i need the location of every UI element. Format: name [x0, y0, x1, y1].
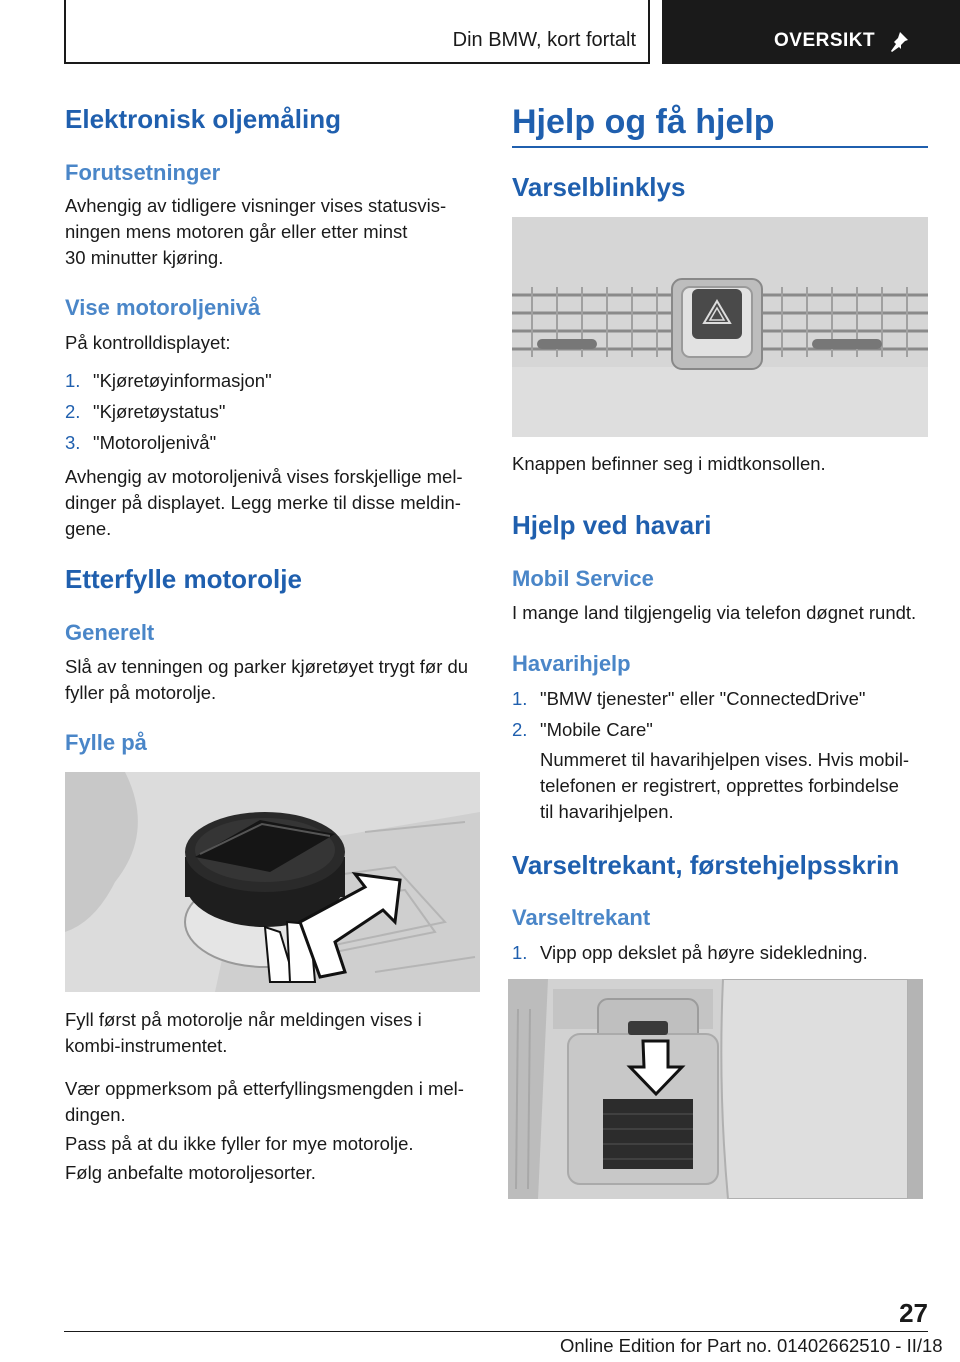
heading-rule — [512, 146, 928, 148]
list-item — [512, 717, 653, 743]
list-text: Vipp opp dekslet på høyre sidekledning. — [540, 942, 868, 963]
text-mobile-service: I mange land tilgjengelig via telefon døgnet rundt. — [512, 602, 917, 623]
list-text: "BMW tjenester" eller "ConnectedDrive" — [540, 688, 866, 709]
list-text: "Kjøretøystatus" — [93, 401, 226, 422]
heading-show-oil-level: Vise motoroljenivå — [65, 295, 261, 320]
section-title: Din BMW, kort fortalt — [452, 29, 636, 51]
list-item — [65, 430, 216, 456]
edition-text: Online Edition for Part no. 01402662510 - II/18 — [560, 1335, 943, 1356]
list-text: "Motoroljenivå" — [93, 432, 217, 453]
hazard-button-image — [512, 217, 928, 437]
side-trim-image — [508, 979, 923, 1199]
text-general-1: Slå av tenningen og parker kjøretøyet trygt før du — [65, 656, 469, 677]
text-attention-2: dingen. — [65, 1104, 126, 1125]
heading-fill: Fylle på — [65, 730, 147, 755]
text-assist-note-2: telefonen er registrert, opprettes forbindelse — [540, 775, 899, 796]
list-number: 1. — [512, 942, 528, 963]
heading-hazard-lights: Varselblinklys — [512, 172, 686, 202]
text-depend-3: gene. — [65, 518, 112, 539]
list-item — [512, 940, 868, 966]
footer-rule — [64, 1331, 928, 1332]
text-follow: Følg anbefalte motoroljesorter. — [65, 1162, 316, 1183]
pin-icon — [886, 28, 912, 54]
text-general-2: fyller på motorolje. — [65, 682, 217, 703]
text-prereq-2: ningen mens motoren går eller etter minst — [65, 221, 408, 242]
heading-mobile-service: Mobil Service — [512, 566, 654, 591]
text-prereq-3: 30 minutter kjøring. — [65, 247, 224, 268]
list-text: "Mobile Care" — [540, 719, 653, 740]
heading-refill-oil: Etterfylle motorolje — [65, 564, 302, 594]
heading-roadside-assistance: Havarihjelp — [512, 651, 631, 676]
text-assist-note-1: Nummeret til havarihjelpen vises. Hvis mobil‐ — [540, 749, 910, 770]
heading-help: Hjelp og få hjelp — [512, 103, 775, 141]
list-number: 3. — [65, 432, 81, 453]
text-depend-1: Avhengig av motoroljenivå vises forskjellige mel‐ — [65, 466, 463, 487]
page-number: 27 — [899, 1298, 928, 1328]
text-assist-note-3: til havarihjelpen. — [540, 801, 674, 822]
oil-cap-image — [65, 772, 480, 992]
text-careful: Pass på at du ikke fyller for mye motorolje. — [65, 1133, 414, 1154]
heading-breakdown-help: Hjelp ved havari — [512, 510, 712, 540]
text-depend-2: dinger på displayet. Legg merke til disse meldin‐ — [65, 492, 461, 513]
heading-prerequisites: Forutsetninger — [65, 160, 221, 185]
heading-oil-measurement: Elektronisk oljemåling — [65, 104, 341, 134]
overview-tab-label: OVERSIKT — [774, 30, 876, 51]
text-fill-1: Fyll først på motorolje når meldingen vises i — [65, 1009, 422, 1030]
list-number: 2. — [65, 401, 81, 422]
text-on-display: På kontrolldisplayet: — [65, 332, 231, 353]
list-item — [65, 399, 225, 425]
list-number: 2. — [512, 719, 528, 740]
list-number: 1. — [65, 370, 81, 391]
list-item — [512, 686, 865, 712]
text-hazard-location: Knappen befinner seg i midtkonsollen. — [512, 453, 826, 474]
list-item — [65, 368, 272, 394]
list-text: "Kjøretøyinformasjon" — [93, 370, 272, 391]
text-attention-1: Vær oppmerksom på etterfyllingsmengden i mel‐ — [65, 1078, 464, 1099]
header-box — [64, 0, 650, 64]
heading-warning-triangle: Varseltrekant, førstehjelpsskrin — [512, 850, 900, 880]
heading-general: Generelt — [65, 620, 155, 645]
list-number: 1. — [512, 688, 528, 709]
overview-tab[interactable] — [662, 0, 960, 64]
heading-triangle-sub: Varseltrekant — [512, 905, 651, 930]
text-fill-2: kombi-instrumentet. — [65, 1035, 228, 1056]
text-prereq-1: Avhengig av tidligere visninger vises statusvis‐ — [65, 195, 447, 216]
